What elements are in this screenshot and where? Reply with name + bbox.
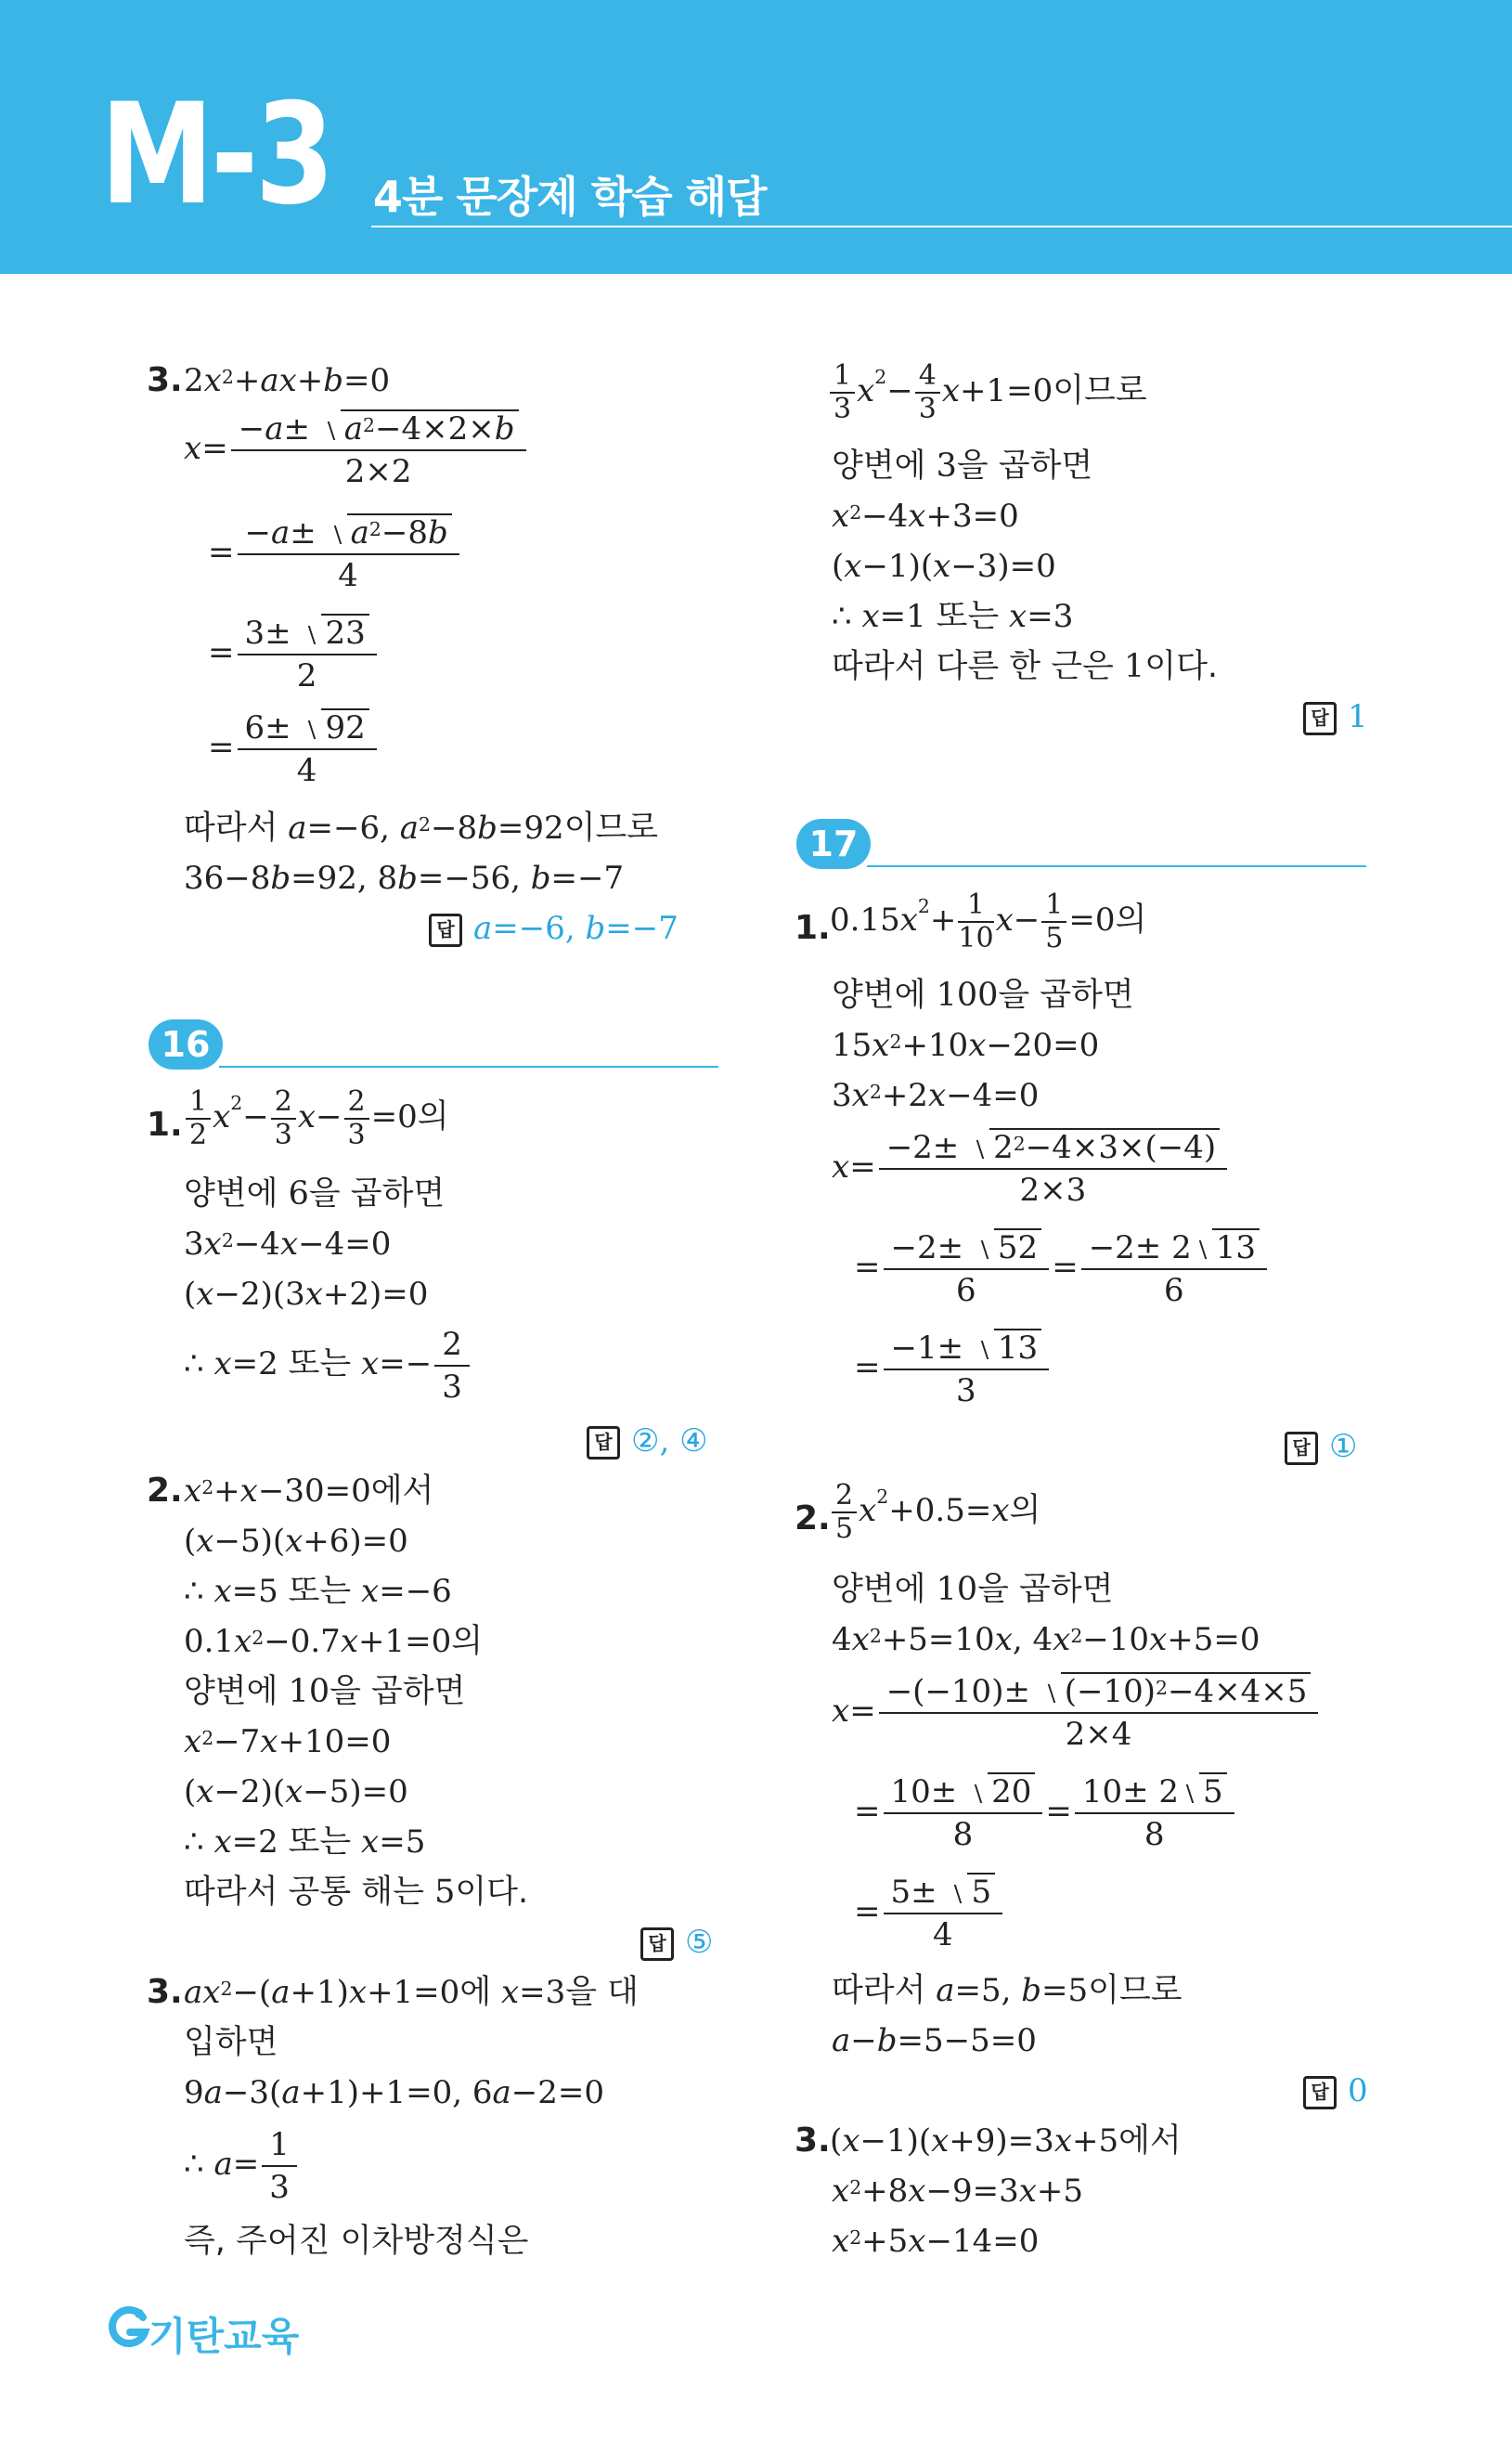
formula-step: = $\frac{6\pm 92}{4}$ xyxy=(208,707,380,791)
section-divider xyxy=(867,865,1366,867)
problem-number: 1. xyxy=(147,1106,183,1144)
answer-badge-icon: 답 xyxy=(1303,702,1337,735)
equation-line: ∴ x=2 또는 x=5 xyxy=(184,1823,426,1861)
header-divider xyxy=(371,226,1512,227)
equation-line: (x−2)(x−5)=0 xyxy=(184,1773,408,1810)
problem-number: 2. xyxy=(147,1472,183,1510)
equation-line: $x^2+5x-14=0$ xyxy=(832,2223,1040,2260)
text-line: 양변에 100을 곱하면 xyxy=(832,977,1134,1014)
equation-line: (x−1)(x+9)=3x+5에서 xyxy=(830,2122,1182,2160)
unit-title: 4분 문장제 학습 해답 xyxy=(373,172,767,222)
equation-line: $4x^2+5=10x$, $4x^2-10x+5=0$ xyxy=(832,1621,1260,1658)
equation-line: $3x^2+2x-4=0$ xyxy=(832,1077,1040,1114)
text-line: 따라서 공통 해는 5이다. xyxy=(184,1874,529,1911)
page-header xyxy=(0,0,1512,274)
problem-number: 3. xyxy=(795,2121,831,2160)
section-badge: 17 xyxy=(796,819,871,869)
answer-badge-icon: 답 xyxy=(1285,1432,1318,1465)
text-line: 양변에 10을 곱하면 xyxy=(184,1673,466,1710)
answer-badge-icon: 답 xyxy=(640,1927,674,1961)
equation-line: $\frac{1}{3}$ $x^2-$ $\frac{4}{3}$ x+1=0이므로 xyxy=(828,360,1147,425)
problem-number: 3. xyxy=(147,1973,183,2011)
section-badge: 16 xyxy=(149,1019,223,1070)
problem-number: 3. xyxy=(147,361,183,399)
equation-line: $x^2+8x-9=3x+5$ xyxy=(832,2173,1084,2210)
problem-number: 1. xyxy=(795,909,831,947)
equation-line: ∴ x=2 또는 x=− $\frac{2}{3}$ xyxy=(184,1324,472,1408)
text-line: 입하면 xyxy=(184,2024,278,2061)
equation-line: $x^2+x-30=0$에서 xyxy=(184,1472,434,1510)
equation-line: ∴ x=1 또는 x=3 xyxy=(832,598,1074,635)
equation-line: (x−5)(x+6)=0 xyxy=(184,1523,408,1560)
answer-badge-icon: 답 xyxy=(1303,2076,1337,2109)
answer: 답 ②, ④ xyxy=(587,1421,708,1461)
formula-step: = $\frac{5\pm 5}{4}$ xyxy=(854,1872,1005,1955)
quadratic-formula-line: x= $\frac{-(-10)\pm (-10)^2-4\times 4\times 5}{2\times 4}$ xyxy=(832,1671,1321,1755)
answer: 답 a=−6, b=−7 xyxy=(429,908,678,949)
equation-line: 36−8b=92, 8b=−56, b=−7 xyxy=(184,860,625,897)
answer: 답 1 xyxy=(1303,696,1368,737)
answer: 답 0 xyxy=(1303,2070,1368,2111)
equation-line: $\frac{1}{2}$ $x^2-$ $\frac{2}{3}$ x− $\frac{2}{3}$ =0의 xyxy=(184,1086,449,1151)
answer: 답 ① xyxy=(1285,1426,1357,1467)
problem-number: 2. xyxy=(795,1499,831,1537)
formula-step: = $\frac{-1\pm 13}{3}$ xyxy=(854,1328,1052,1411)
equation-line: $0.1x^2-0.7x+1=0$의 xyxy=(184,1623,484,1660)
publisher-logo xyxy=(149,2306,299,2362)
logo-g-icon xyxy=(108,2304,150,2351)
equation-line: $ax^2-(a+1)x+1=0$에 x=3을 대 xyxy=(184,1974,639,2011)
text-line: 따라서 a=−6, $a^2-8b=92$이므로 xyxy=(184,810,659,847)
equation-line: (x−2)(3x+2)=0 xyxy=(184,1276,429,1313)
equation-line: $x^2-4x+3=0$ xyxy=(832,498,1019,535)
equation-line: (x−1)(x−3)=0 xyxy=(832,548,1056,585)
section-divider xyxy=(219,1066,718,1068)
answer-badge-icon: 답 xyxy=(587,1426,620,1460)
text-line: 양변에 3을 곱하면 xyxy=(832,448,1093,485)
answer-badge-icon: 답 xyxy=(429,914,462,947)
text-line: 즉, 주어진 이차방정식은 xyxy=(184,2223,529,2260)
formula-step: = $\frac{-2\pm 52}{6}$ = $\frac{-2\pm 2 13}{6}$ xyxy=(854,1227,1270,1311)
quadratic-formula-line: x= $\frac{-a\pm a^2-4\times 2\times b}{2\times 2}$ xyxy=(184,409,529,492)
equation-line: $x^2-7x+10=0$ xyxy=(184,1723,392,1760)
equation-line: $0.15x^2+$ $\frac{1}{10}$ x− $\frac{1}{5}$ =0의 xyxy=(830,889,1147,954)
text-line: 양변에 10을 곱하면 xyxy=(832,1571,1114,1608)
equation-line: $3x^2-4x-4=0$ xyxy=(184,1226,392,1263)
equation-line: $2x^2+ax+b=0$ xyxy=(184,362,391,399)
formula-step: = $\frac{10\pm 20}{8}$ = $\frac{10\pm 2 5}{8}$ xyxy=(854,1771,1237,1855)
text-line: 따라서 다른 한 근은 1이다. xyxy=(832,648,1219,685)
formula-step: = $\frac{-a\pm a^2-8b}{4}$ xyxy=(208,512,462,596)
equation-line: 9a−3(a+1)+1=0, 6a−2=0 xyxy=(184,2074,604,2111)
equation-line: ∴ x=5 또는 x=−6 xyxy=(184,1573,452,1610)
logo-text: 기탄교육 xyxy=(149,2314,300,2359)
text-line: 따라서 a=5, b=5이므로 xyxy=(832,1972,1182,2009)
equation-line: $\frac{2}{5}$ $x^2+0.5=x$의 xyxy=(830,1480,1040,1545)
answer: 답 ⑤ xyxy=(640,1922,713,1963)
equation-line: $15x^2+10x-20=0$ xyxy=(832,1027,1100,1064)
equation-line: ∴ a= $\frac{1}{3}$ xyxy=(184,2124,300,2208)
unit-code: M-3 xyxy=(100,74,332,236)
formula-step: = $\frac{3\pm 23}{2}$ xyxy=(208,613,380,696)
quadratic-formula-line: x= $\frac{-2\pm 2^2-4\times 3\times(-4)}{2\times 3}$ xyxy=(832,1127,1230,1211)
equation-line: a−b=5−5=0 xyxy=(832,2022,1037,2059)
text-line: 양변에 6을 곱하면 xyxy=(184,1175,446,1213)
